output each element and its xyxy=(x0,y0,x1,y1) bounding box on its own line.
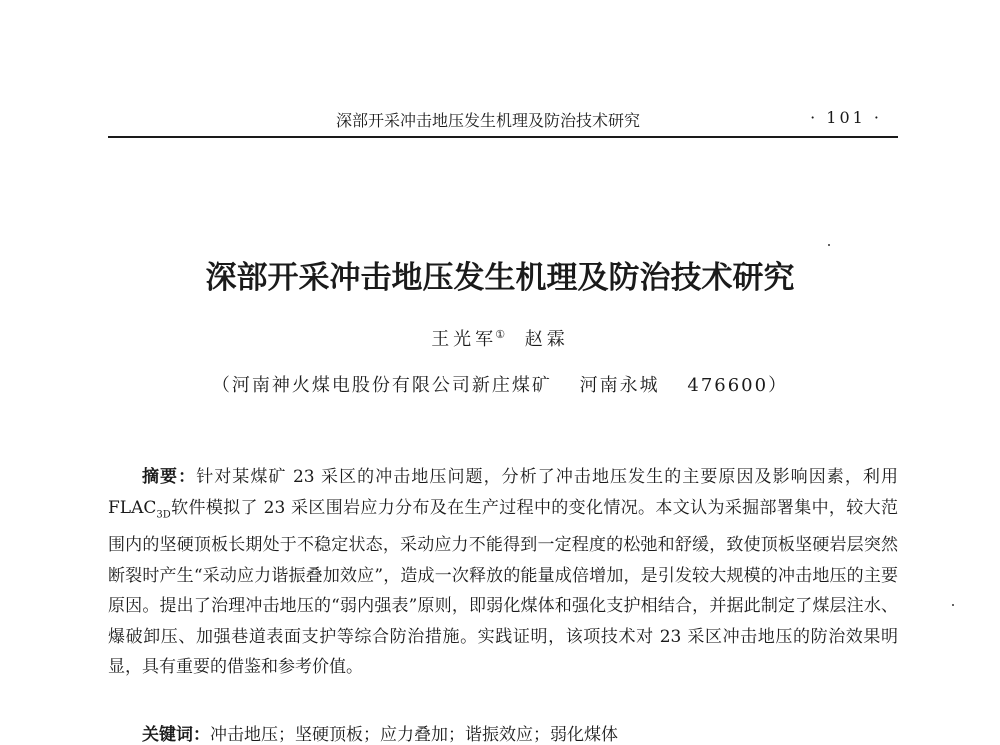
scan-speck xyxy=(828,244,830,246)
affiliation xyxy=(0,371,1000,397)
keywords xyxy=(142,720,618,745)
running-title: 深部开采冲击地压发生机理及防治技术研究 xyxy=(336,111,641,130)
author-name: 赵霖 xyxy=(524,329,569,350)
scan-speck xyxy=(952,604,954,606)
keywords-label: 关键词： xyxy=(142,725,210,745)
abstract-text-part1: 针对某煤矿 23 采区的冲击地压问题，分析了冲击地压发生的主要原因及影响因素，利用 FLAC xyxy=(108,467,898,518)
affiliation-postcode: 476600） xyxy=(687,375,789,396)
abstract-text-part2: 软件模拟了 23 采区围岩应力分布及在生产过程中的变化情况。本文认为采掘部署集中，较大范围内的坚硬顶板长期处于不稳定状态，采动应力不能得到一定程度的松弛和舒缓，致使顶板坚硬岩层突然断裂时产生“采动应力谐振叠加效应”，造成一次释放的能量成倍增加，是引发较大规模的冲击地压的主要原因。提出了治理冲击地压的“弱内强表”原则，即弱化煤体和强化支护相结合，并据此制定了煤层注水、爆破卸压、加强巷道表面支护等综合防治措施。实践证明，该项技术对 23 采区冲击地压的防治效果明显，具有重要的借鉴和参考价值。 xyxy=(108,497,898,678)
article-title: 深部开采冲击地压发生机理及防治技术研究 xyxy=(205,260,795,296)
affiliation-place: 河南永城 xyxy=(579,375,660,396)
abstract-subscript: 3D xyxy=(156,508,171,520)
author-line xyxy=(0,325,1000,351)
abstract-label: 摘要： xyxy=(142,467,197,487)
keywords-text: 冲击地压；坚硬顶板；应力叠加；谐振效应；弱化煤体 xyxy=(210,725,618,745)
author-name: 王光军 xyxy=(431,329,498,350)
author-footnote-mark: ① xyxy=(495,328,506,341)
page-number: · 101 · xyxy=(810,108,882,127)
running-header xyxy=(108,106,898,138)
affiliation-org: （河南神火煤电股份有限公司新庄煤矿 xyxy=(211,375,552,396)
abstract xyxy=(108,462,898,683)
